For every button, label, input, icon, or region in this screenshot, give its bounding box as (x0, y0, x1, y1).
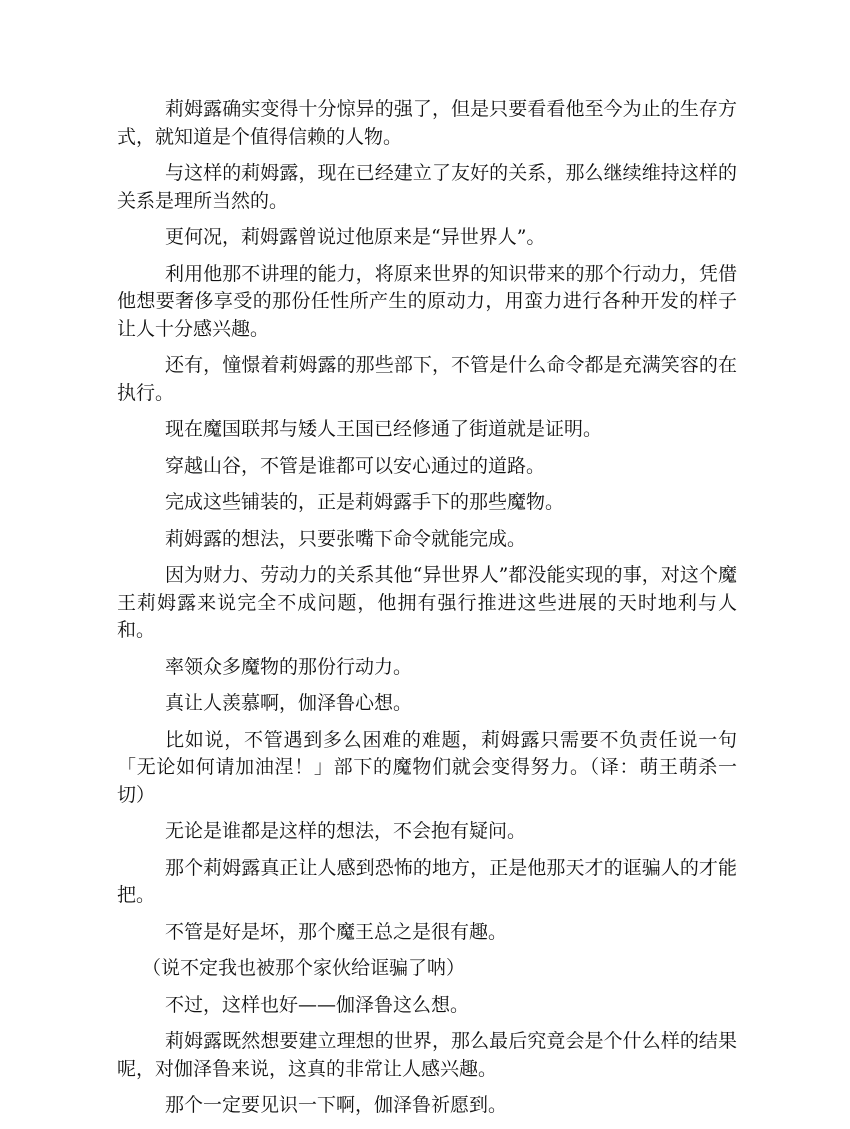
paragraph-aside: （说不定我也被那个家伙给诓骗了呐） (142, 957, 466, 979)
document-body (117, 96, 737, 1129)
paragraph: 不过，这样也好——伽泽鲁这么想。 (165, 993, 470, 1016)
paragraph: 与这样的莉姆露，现在已经建立了友好的关系，那么继续维持这样的关系是理所当然的。 (117, 162, 737, 212)
paragraph: 利用他那不讲理的能力，将原来世界的知识带来的那个行动力，凭借他想要奢侈享受的那份任性所产生的原动力，用蛮力进行各种开发的样子让人十分感兴趣。 (117, 262, 737, 340)
paragraph: 现在魔国联邦与矮人王国已经修通了街道就是证明。 (165, 418, 603, 440)
paragraph: 更何况，莉姆露曾说过他原来是“异世界人”。 (165, 226, 546, 248)
paragraph: 莉姆露既然想要建立理想的世界，那么最后究竟会是个什么样的结果呢，对伽泽鲁来说，这真的非常让人感兴趣。 (117, 1030, 737, 1080)
paragraph: 率领众多魔物的那份行动力。 (165, 655, 413, 678)
paragraph: 比如说，不管遇到多么困难的难题，莉姆露只需要不负责任说一句「无论如何请加油涅！」部下的魔物们就会变得努力。（译：萌王萌杀一切） (117, 728, 737, 806)
paragraph: 莉姆露确实变得十分惊异的强了，但是只要看看他至今为止的生存方式，就知道是个值得信赖的人物。 (117, 98, 737, 148)
paragraph: 还有，憧憬着莉姆露的那些部下，不管是什么命令都是充满笑容的在执行。 (117, 354, 737, 404)
paragraph: 莉姆露的想法，只要张嘴下命令就能完成。 (165, 527, 527, 550)
paragraph: 因为财力、劳动力的关系其他“异世界人”都没能实现的事，对这个魔王莉姆露来说完全不成问题，他拥有强行推进这些进展的天时地利与人和。 (117, 564, 737, 641)
paragraph: 真让人羡慕啊，伽泽鲁心想。 (165, 692, 413, 714)
paragraph: 无论是谁都是这样的想法，不会抱有疑问。 (165, 820, 527, 842)
paragraph: 那个一定要见识一下啊，伽泽鲁祈愿到。 (165, 1094, 508, 1116)
paragraph: 穿越山谷，不管是谁都可以安心通过的道路。 (165, 454, 546, 477)
paragraph: 不管是好是坏，那个魔王总之是很有趣。 (165, 920, 508, 943)
paragraph: 完成这些铺装的，正是莉姆露手下的那些魔物。 (165, 491, 565, 513)
paragraph: 那个莉姆露真正让人感到恐怖的地方，正是他那天才的诓骗人的才能把。 (117, 856, 737, 906)
